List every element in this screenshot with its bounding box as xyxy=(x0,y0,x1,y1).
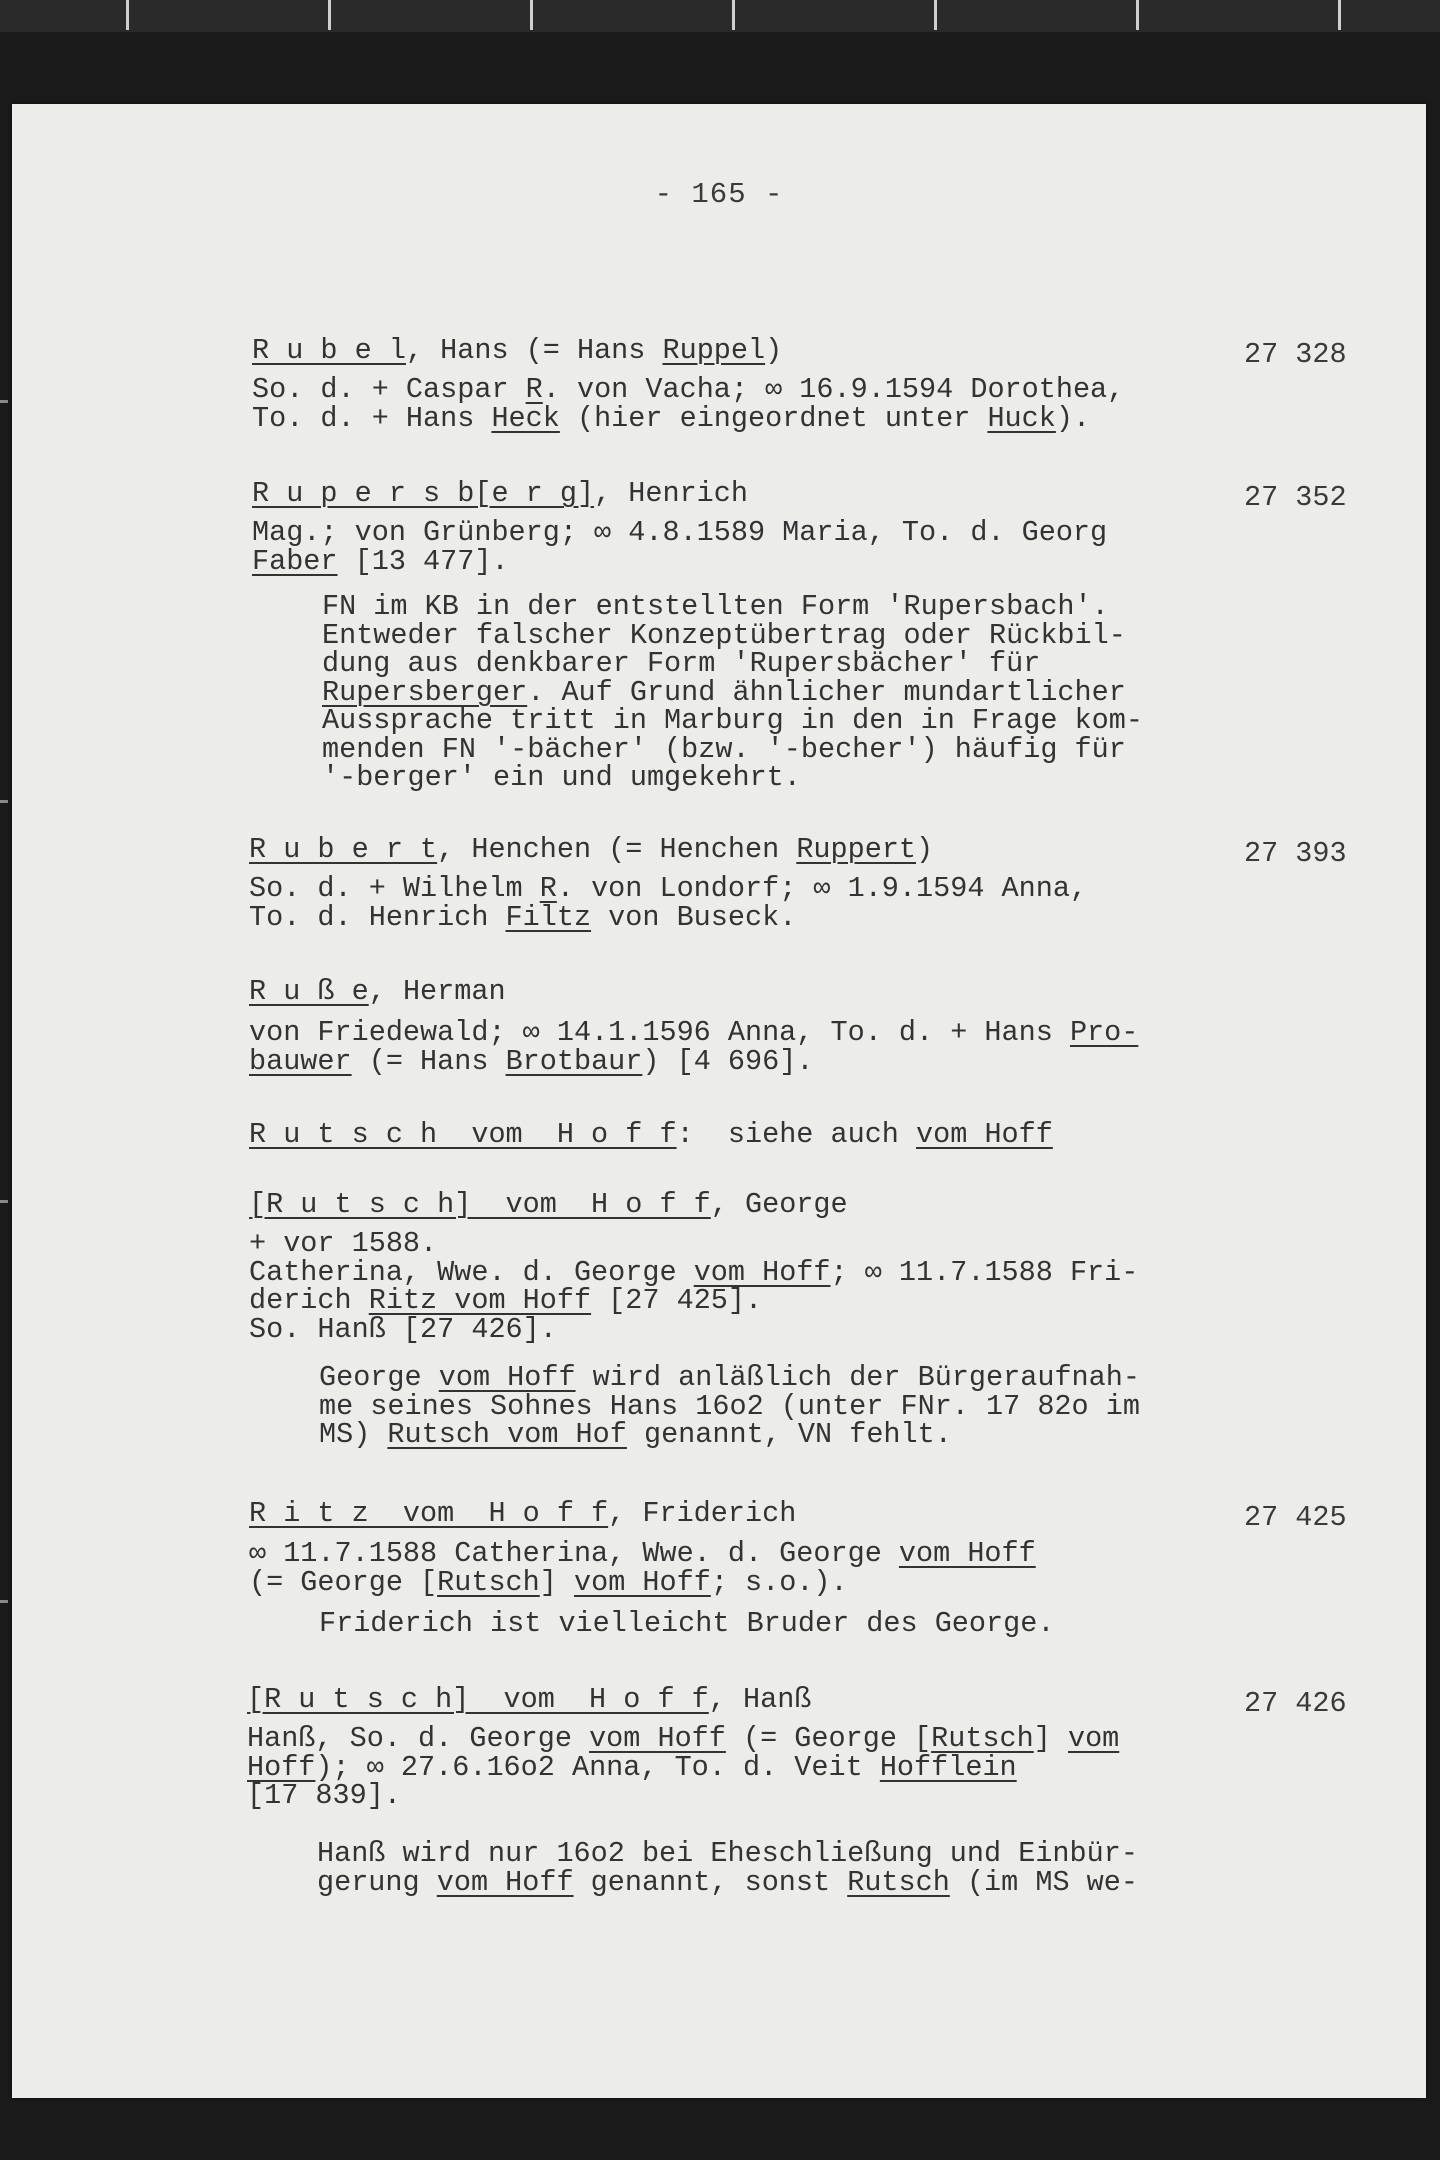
entry-note-line xyxy=(322,649,1040,679)
entry-given-name: , Henrich xyxy=(594,477,748,510)
entry-note-line xyxy=(319,1363,1140,1393)
entry-body-line xyxy=(249,874,1087,904)
text-run: [13 477]. xyxy=(337,544,509,578)
underlined-name: Pro- xyxy=(1069,1016,1139,1049)
entry-given-name: , George xyxy=(710,1188,848,1221)
underlined-name: vom Hoff xyxy=(436,1865,574,1899)
text-run: ] xyxy=(1033,1722,1068,1755)
text-run: genannt, VN fehlt. xyxy=(626,1418,952,1451)
text-run: Hanß, So. d. George xyxy=(247,1722,590,1755)
record-number: 27 393 xyxy=(1244,837,1347,870)
underlined-name: vom Hoff xyxy=(438,1361,576,1394)
text-run: To. d. Henrich xyxy=(249,900,506,934)
entry-surname: [R u t s c h] vom H o f f xyxy=(249,1188,711,1221)
entry-note-line xyxy=(322,706,1143,736)
entry-surname: [R u t s c h] vom H o f f xyxy=(247,1683,709,1716)
record-number: 27 352 xyxy=(1244,481,1347,514)
text-run: von Friedewald; ∞ 14.1.1596 Anna, To. d. + Hans xyxy=(249,1016,1070,1049)
underlined-name: vom xyxy=(1067,1722,1120,1755)
entry-body-line xyxy=(252,544,509,578)
underlined-name: Huck xyxy=(987,401,1056,435)
text-run: + vor 1588. xyxy=(249,1227,438,1260)
text-run: FN im KB in der entstellten Form 'Rupersbach'. xyxy=(322,590,1109,623)
text-run: me seines Sohnes Hans 16o2 (unter FNr. 17 82o im xyxy=(319,1389,1140,1423)
text-run: wird anläßlich der Bürgeraufnah- xyxy=(575,1361,1140,1394)
text-run: To. d. + Hans xyxy=(252,401,492,435)
entry-body-line xyxy=(247,1724,1119,1754)
entry-surname: R u b e r t xyxy=(249,833,438,866)
text-run: George xyxy=(319,1361,439,1394)
underlined-name: Hofflein xyxy=(879,1750,1017,1784)
entry-given-name: , Hans (= Hans xyxy=(405,334,663,367)
text-run: Mag.; von Grünberg; ∞ 4.8.1589 Maria, To. d. Georg xyxy=(252,516,1108,549)
entry-note-line xyxy=(322,592,1109,622)
underlined-name: bauwer xyxy=(249,1044,352,1078)
entry-heading xyxy=(249,835,933,865)
underlined-name: R xyxy=(539,872,557,905)
entry-note-line xyxy=(319,1420,952,1450)
entry-note-line xyxy=(319,1389,1140,1423)
text-run: ∞ 11.7.1588 Catherina, Wwe. d. George xyxy=(249,1537,899,1570)
entry-note-line xyxy=(319,1609,1054,1639)
cross-reference: Ruppert xyxy=(796,833,917,866)
underlined-name: Faber xyxy=(252,544,338,578)
film-strip-top xyxy=(0,0,1440,32)
cross-reference: Ruppel xyxy=(662,334,766,367)
text-run: ; s.o.). xyxy=(710,1565,848,1599)
film-sprocket-mark xyxy=(328,0,331,30)
underlined-name: Rutsch xyxy=(847,1865,950,1899)
entry-body-line xyxy=(249,1312,557,1346)
entry-given-name: , Hanß xyxy=(708,1683,812,1716)
film-sprocket-mark xyxy=(732,0,735,30)
film-edge-mark xyxy=(0,1600,8,1603)
entry-given-name: , Henchen (= Henchen xyxy=(437,833,797,866)
underlined-name: R xyxy=(525,373,543,406)
underlined-name: Rutsch xyxy=(437,1565,540,1599)
underlined-name: Heck xyxy=(491,401,560,435)
text-run: (= Hans xyxy=(351,1044,506,1078)
text-run: ) [4 696]. xyxy=(642,1044,814,1078)
entry-heading xyxy=(249,977,506,1007)
cross-reference: vom Hoff xyxy=(916,1118,1053,1151)
entry-heading xyxy=(247,1685,811,1715)
text-run: von Buseck. xyxy=(591,900,797,934)
text-run: dung aus denkbarer Form 'Rupersbächer' für xyxy=(322,647,1041,680)
entry-note-line xyxy=(322,763,801,793)
page-number: - 165 - xyxy=(654,178,784,211)
entry-note-line xyxy=(322,675,1126,709)
text-run: . von Londorf; ∞ 1.9.1594 Anna, xyxy=(556,872,1088,905)
underlined-name: Rupersberger xyxy=(322,675,528,709)
entry-body-line xyxy=(249,1255,1139,1289)
entry-note-line xyxy=(317,1839,1138,1869)
underlined-name: Filtz xyxy=(505,900,592,934)
text-run: Friderich ist vielleicht Bruder des George. xyxy=(319,1607,1055,1640)
text-run: ) xyxy=(765,334,783,367)
text-run: ). xyxy=(1055,401,1091,435)
film-sprocket-mark xyxy=(934,0,937,30)
entry-heading xyxy=(252,336,782,366)
text-run: [27 425]. xyxy=(591,1284,763,1317)
text-run: menden FN '-bächer' (bzw. '-becher') häufig für xyxy=(322,732,1126,766)
underlined-name: vom Hoff xyxy=(693,1255,831,1289)
entry-body-line xyxy=(249,900,797,934)
entry-heading xyxy=(249,1120,1053,1150)
film-sprocket-mark xyxy=(530,0,533,30)
document-page xyxy=(12,104,1426,2098)
underlined-name: vom Hoff xyxy=(898,1537,1036,1570)
entry-body-line xyxy=(252,375,1124,405)
entry-note-line xyxy=(317,1865,1138,1899)
text-run: gerung xyxy=(317,1865,437,1899)
entry-body-line xyxy=(249,1565,848,1599)
entry-body-line xyxy=(247,1781,401,1811)
text-run: Aussprache tritt in Marburg in den in Frage kom- xyxy=(322,704,1143,737)
underlined-name: vom Hoff xyxy=(573,1565,711,1599)
entry-note-line xyxy=(322,732,1126,766)
entry-surname: R u p e r s b[e r g] xyxy=(252,477,595,510)
underlined-name: Hoff xyxy=(247,1750,316,1784)
entry-surname: R u ß e xyxy=(249,975,369,1008)
text-run: derich xyxy=(249,1284,369,1317)
text-run: ); ∞ 27.6.16o2 Anna, To. d. Veit xyxy=(315,1750,880,1784)
text-run: (= George [ xyxy=(725,1722,932,1755)
text-run: Catherina, Wwe. d. George xyxy=(249,1255,694,1289)
entry-surname: R u b e l xyxy=(252,334,406,367)
text-run: ; ∞ 11.7.1588 Fri- xyxy=(830,1255,1139,1289)
film-sprocket-mark xyxy=(1338,0,1341,30)
underlined-name: Brotbaur xyxy=(505,1044,643,1078)
text-run: (im MS we- xyxy=(949,1865,1138,1899)
entry-body-line xyxy=(252,401,1091,435)
text-run: MS) xyxy=(319,1418,388,1451)
text-run: So. Hanß [27 426]. xyxy=(249,1312,557,1346)
underlined-name: Ritz vom Hoff xyxy=(368,1284,592,1317)
entry-heading xyxy=(249,1190,848,1220)
text-run: ] xyxy=(539,1565,574,1599)
text-run: So. d. + Wilhelm xyxy=(249,872,540,905)
film-edge-mark xyxy=(0,800,8,803)
text-run: (= George [ xyxy=(249,1565,438,1599)
underlined-name: Rutsch xyxy=(931,1722,1034,1755)
entry-surname: R u t s c h vom H o f f xyxy=(249,1118,677,1151)
entry-heading xyxy=(249,1499,796,1529)
text-run: genannt, sonst xyxy=(573,1865,848,1899)
film-edge-mark xyxy=(0,1200,8,1203)
text-run: Hanß wird nur 16o2 bei Eheschließung und Einbür- xyxy=(317,1837,1138,1870)
text-run: So. d. + Caspar xyxy=(252,373,526,406)
entry-body-line xyxy=(252,518,1107,548)
underlined-name: vom Hoff xyxy=(589,1722,726,1755)
record-number: 27 426 xyxy=(1244,1687,1347,1720)
entry-body-line xyxy=(249,1044,814,1078)
text-run: . Auf Grund ähnlicher mundartlicher xyxy=(527,675,1126,709)
entry-given-name: , Herman xyxy=(368,975,506,1008)
text-run: . von Vacha; ∞ 16.9.1594 Dorothea, xyxy=(542,373,1125,406)
entry-body-line xyxy=(249,1229,437,1259)
entry-note-line xyxy=(322,618,1126,652)
text-run: (hier eingeordnet unter xyxy=(559,401,988,435)
underlined-name: Rutsch vom Hof xyxy=(387,1418,627,1451)
film-edge-mark xyxy=(0,400,8,403)
text-run: '-berger' ein und umgekehrt. xyxy=(322,761,801,794)
record-number: 27 328 xyxy=(1244,338,1347,371)
text-run: ) xyxy=(916,833,934,866)
record-number: 27 425 xyxy=(1244,1501,1347,1534)
entry-given-name: , Friderich xyxy=(608,1497,797,1530)
entry-body-line xyxy=(247,1750,1017,1784)
text-run: Entweder falscher Konzeptübertrag oder Rückbil- xyxy=(322,618,1126,652)
film-sprocket-mark xyxy=(1136,0,1139,30)
film-sprocket-mark xyxy=(126,0,129,30)
entry-heading xyxy=(252,479,748,509)
entry-surname: R i t z vom H o f f xyxy=(249,1497,609,1530)
text-run: [17 839]. xyxy=(247,1779,401,1812)
entry-body-line xyxy=(249,1539,1036,1569)
entry-body-line xyxy=(249,1018,1138,1048)
entry-body-line xyxy=(249,1286,762,1316)
entry-given-name: : siehe auch xyxy=(676,1118,917,1151)
